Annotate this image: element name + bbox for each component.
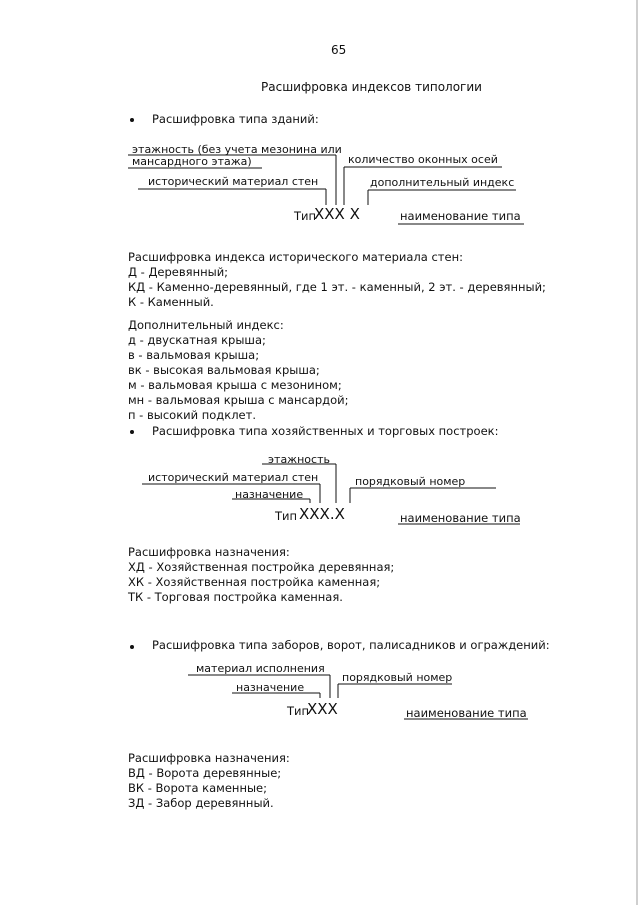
list-item: ВД - Ворота деревянные; — [128, 766, 282, 780]
type-name-label: наименование типа — [400, 209, 521, 223]
list-item: вк - высокая вальмовая крыша; — [128, 363, 320, 377]
bullet-icon — [130, 645, 134, 649]
type-name-label: наименование типа — [406, 706, 527, 720]
page-edge — [636, 0, 638, 905]
list-item: д - двускатная крыша; — [128, 333, 266, 347]
bullet-icon — [130, 430, 134, 434]
purpose-heading: Расшифровка назначения: — [128, 751, 290, 765]
purpose-label: назначение — [235, 488, 304, 501]
page-number: 65 — [331, 43, 347, 57]
list-item: ЗД - Забор деревянный. — [128, 796, 274, 810]
type-word: Тип — [294, 209, 317, 223]
section3-heading: Расшифровка типа заборов, ворот, палисадников и ограждений: — [152, 638, 550, 652]
extra-index-label: дополнительный индекс — [370, 176, 515, 189]
bullet-icon — [130, 118, 134, 122]
list-item: ХК - Хозяйственная постройка каменная; — [128, 575, 381, 589]
type-name-label: наименование типа — [400, 511, 521, 525]
list-item: м - вальмовая крыша с мезонином; — [128, 378, 342, 392]
type-word: Тип — [275, 509, 298, 523]
type-marks: ХХХ.Х — [299, 505, 345, 523]
floors-label: этажность (без учета мезонина или — [132, 143, 342, 156]
floors-label-cont: мансардного этажа) — [132, 155, 252, 168]
material-label: исторический материал стен — [148, 175, 319, 188]
type-word: Тип — [287, 704, 310, 718]
material-label: исторический материал стен — [148, 471, 319, 484]
list-item: КД - Каменно-деревянный, где 1 эт. - каменный, 2 эт. - деревянный; — [128, 280, 546, 294]
list-item: ХД - Хозяйственная постройка деревянная; — [128, 560, 395, 574]
windows-label: количество оконных осей — [348, 153, 498, 166]
list-item: ВК - Ворота каменные; — [128, 781, 267, 795]
floors-label: этажность — [268, 453, 330, 466]
order-label: порядковый номер — [342, 671, 453, 684]
purpose-heading: Расшифровка назначения: — [128, 545, 290, 559]
list-item: ТК - Торговая постройка каменная. — [128, 590, 343, 604]
type-marks: ХХХ — [307, 700, 338, 718]
list-item: мн - вальмовая крыша с мансардой; — [128, 393, 349, 407]
material-label: материал исполнения — [196, 662, 325, 675]
list-item: п - высокий подклет. — [128, 408, 256, 422]
material-heading: Расшифровка индекса исторического материала стен: — [128, 250, 463, 264]
purpose-label: назначение — [236, 681, 305, 694]
order-label: порядковый номер — [355, 475, 466, 488]
section2-heading: Расшифровка типа хозяйственных и торговых построек: — [152, 424, 499, 438]
list-item: в - вальмовая крыша; — [128, 348, 260, 362]
list-item: Д - Деревянный; — [128, 265, 229, 279]
list-item: К - Каменный. — [128, 295, 214, 309]
extra-heading: Дополнительный индекс: — [128, 318, 284, 332]
type-marks: ХХХ Х — [314, 205, 360, 223]
section1-heading: Расшифровка типа зданий: — [152, 112, 319, 126]
page-title: Расшифровка индексов типологии — [261, 80, 482, 94]
